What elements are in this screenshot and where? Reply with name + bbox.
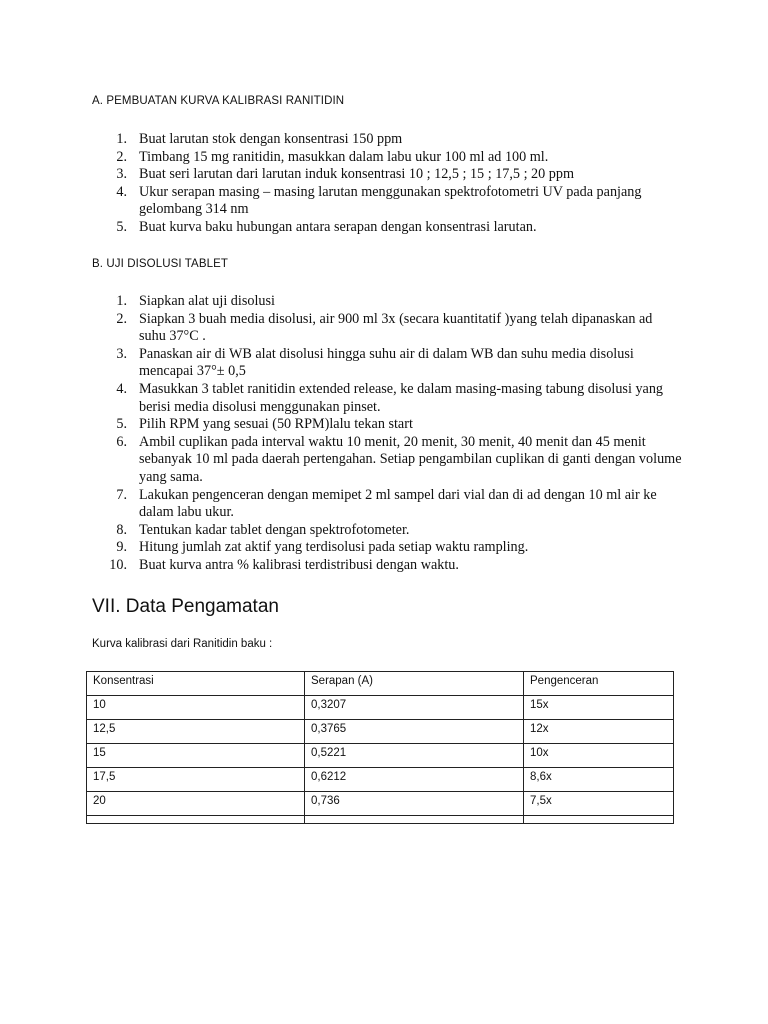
step-text: Pilih RPM yang sesuai (50 RPM)lalu tekan start — [139, 416, 413, 433]
table-row — [87, 696, 674, 720]
step-number: 7. — [116, 486, 127, 503]
list-item — [92, 346, 682, 381]
table-cell: 8,6x — [524, 768, 674, 792]
step-text: Buat kurva baku hubungan antara serapan dengan konsentrasi larutan. — [139, 218, 537, 235]
step-number: 2. — [116, 310, 127, 327]
step-number: 3. — [116, 345, 127, 362]
table-caption: Kurva kalibrasi dari Ranitidin baku : — [92, 638, 273, 650]
table-cell: 10x — [524, 744, 674, 768]
table-cell — [305, 816, 524, 824]
header-cell: Pengenceran — [524, 672, 674, 696]
table-cell — [87, 816, 305, 824]
step-text: Ukur serapan masing – masing larutan menggunakan spektrofotometri UV pada panjang gelombang 314 nm — [139, 183, 642, 218]
step-number: 5. — [116, 218, 127, 235]
step-text: Buat kurva antra % kalibrasi terdistribusi dengan waktu. — [139, 556, 459, 573]
step-number: 5. — [116, 416, 127, 433]
step-number: 2. — [116, 148, 127, 165]
header-cell: Konsentrasi — [87, 672, 305, 696]
list-item — [92, 149, 682, 167]
step-text: Siapkan alat uji disolusi — [139, 293, 275, 309]
list-item — [92, 293, 682, 311]
list-item — [92, 311, 682, 346]
table-cell — [524, 816, 674, 824]
table-cell: 15x — [524, 696, 674, 720]
table-row — [87, 792, 674, 816]
table-cell: 12,5 — [87, 720, 305, 744]
list-item — [92, 539, 682, 557]
table-cell: 12x — [524, 720, 674, 744]
header-cell: Serapan (A) — [305, 672, 524, 696]
step-number: 8. — [116, 521, 127, 538]
section-b-steps — [92, 293, 682, 575]
step-number: 9. — [116, 539, 127, 556]
section-a-title: A. PEMBUATAN KURVA KALIBRASI RANITIDIN — [92, 95, 345, 107]
table-cell: 10 — [87, 696, 305, 720]
step-text: Hitung jumlah zat aktif yang terdisolusi pada setiap waktu rampling. — [139, 539, 529, 556]
section-b-title: B. UJI DISOLUSI TABLET — [92, 258, 228, 270]
step-number: 1. — [116, 293, 127, 309]
table-cell: 15 — [87, 744, 305, 768]
table-cell: 17,5 — [87, 768, 305, 792]
table-row — [87, 768, 674, 792]
section-vii-heading: VII. Data Pengamatan — [92, 596, 279, 617]
section-a-steps — [92, 131, 682, 237]
list-item — [92, 557, 682, 575]
list-item — [92, 166, 682, 184]
step-number: 3. — [116, 166, 127, 183]
list-item — [92, 416, 682, 434]
step-text: Panaskan air di WB alat disolusi hingga suhu air di dalam WB dan suhu media disolusi mencapai 37°± 0,5 — [139, 345, 634, 380]
table-cell: 0,3207 — [305, 696, 524, 720]
table-cell: 0,6212 — [305, 768, 524, 792]
step-text: Timbang 15 mg ranitidin, masukkan dalam labu ukur 100 ml ad 100 ml. — [139, 148, 549, 165]
list-item — [92, 381, 682, 416]
list-item — [92, 184, 682, 219]
table-header-row — [87, 672, 674, 696]
table-cell: 0,5221 — [305, 744, 524, 768]
step-number: 10. — [109, 556, 127, 573]
step-text: Tentukan kadar tablet dengan spektrofotometer. — [139, 521, 410, 538]
table-cell: 0,736 — [305, 792, 524, 816]
step-text: Ambil cuplikan pada interval waktu 10 menit, 20 menit, 30 menit, 40 menit dan 45 menit sebanyak 10 ml pada daerah pertengahan. Setiap pengambilan cuplikan di ganti dengan volume yang sama. — [139, 433, 682, 485]
calibration-table — [86, 671, 674, 824]
step-text: Lakukan pengenceran dengan memipet 2 ml sampel dari vial dan di ad dengan 10 ml air ke dalam labu ukur. — [139, 486, 657, 521]
step-text: Siapkan 3 buah media disolusi, air 900 ml 3x (secara kuantitatif )yang telah dipanaskan ad suhu 37°C . — [139, 310, 653, 345]
list-item — [92, 219, 682, 237]
table-cell: 20 — [87, 792, 305, 816]
table-row — [87, 720, 674, 744]
table-cell: 0,3765 — [305, 720, 524, 744]
table-cell: 7,5x — [524, 792, 674, 816]
list-item — [92, 487, 682, 522]
table-row — [87, 744, 674, 768]
list-item — [92, 131, 682, 149]
step-text: Buat larutan stok dengan konsentrasi 150 ppm — [139, 131, 403, 147]
list-item — [92, 434, 682, 487]
step-number: 4. — [116, 380, 127, 397]
list-item — [92, 522, 682, 540]
step-text: Buat seri larutan dari larutan induk konsentrasi 10 ; 12,5 ; 15 ; 17,5 ; 20 ppm — [139, 166, 575, 183]
step-number: 6. — [116, 433, 127, 450]
step-text: Masukkan 3 tablet ranitidin extended release, ke dalam masing-masing tabung disolusi yang berisi media disolusi menggunakan pinset. — [139, 380, 664, 415]
table-empty-row — [87, 816, 674, 824]
step-number: 4. — [116, 183, 127, 200]
step-number: 1. — [116, 131, 127, 147]
